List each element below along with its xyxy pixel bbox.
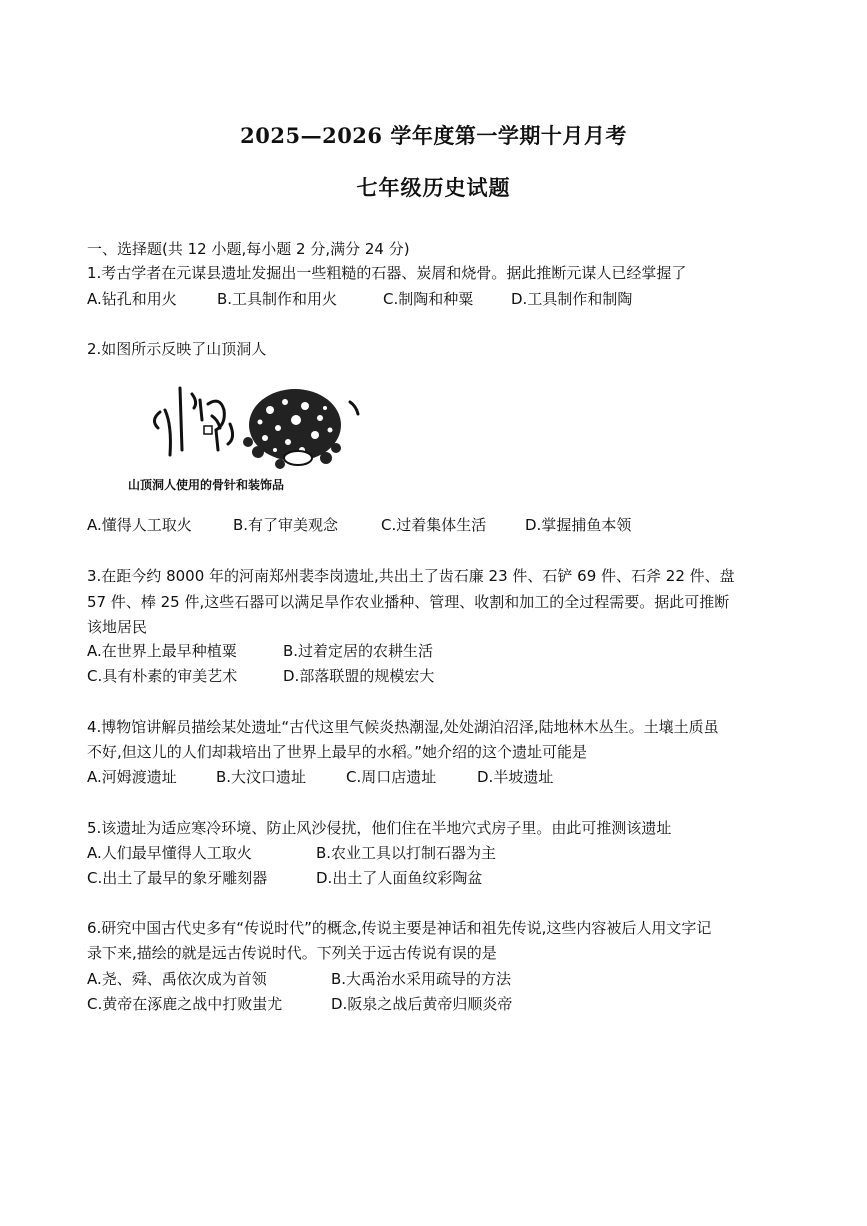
option-a[interactable]: A.河姆渡遗址 <box>87 768 177 786</box>
question-6-stem-line-2: 录下来,描绘的就是远古传说时代。下列关于远古传说有误的是 <box>87 944 497 962</box>
option-a[interactable]: A.懂得人工取火 <box>87 516 192 534</box>
option-b[interactable]: B.过着定居的农耕生活 <box>283 642 434 660</box>
question-3-stem-line-2: 57 件、棒 25 件,这些石器可以满足旱作农业播种、管理、收割和加工的全过程需要。据此可推断 <box>87 593 730 611</box>
option-c[interactable]: C.周口店遗址 <box>346 768 437 786</box>
option-a[interactable]: A.尧、舜、禹依次成为首领 <box>87 970 267 988</box>
option-d[interactable]: D.掌握捕鱼本领 <box>525 516 632 534</box>
option-c[interactable]: C.出土了最早的象牙雕刻器 <box>87 869 268 887</box>
option-a[interactable]: A.钻孔和用火 <box>87 290 177 308</box>
question-6-stem-line-1: 6.研究中国古代史多有“传说时代”的概念,传说主要是神话和祖先传说,这些内容被后人用文字记 <box>87 919 712 937</box>
bone-needle-ornaments-figure <box>120 380 360 490</box>
option-c[interactable]: C.具有朴素的审美艺术 <box>87 667 238 685</box>
question-1-stem: 1.考古学者在元谋县遗址发掘出一些粗糙的石器、炭屑和烧骨。据此推断元谋人已经掌握了 <box>87 264 687 282</box>
option-a[interactable]: A.人们最早懂得人工取火 <box>87 844 252 862</box>
question-3-stem-line-3: 该地居民 <box>87 618 148 636</box>
option-b[interactable]: B.工具制作和用火 <box>217 290 338 308</box>
option-a[interactable]: A.在世界上最早种植粟 <box>87 642 237 660</box>
option-b[interactable]: B.大禹治水采用疏导的方法 <box>331 970 512 988</box>
figure-caption: 山顶洞人使用的骨针和装饰品 <box>128 478 285 492</box>
question-3-stem-line-1: 3.在距今约 8000 年的河南郑州裴李岗遗址,共出土了齿石廉 23 件、石铲 69 件、石斧 22 件、盘 <box>87 567 735 585</box>
option-c[interactable]: C.制陶和种粟 <box>383 290 474 308</box>
question-2-stem: 2.如图所示反映了山顶洞人 <box>87 340 267 358</box>
exam-subtitle: 七年级历史试题 <box>356 175 511 200</box>
option-b[interactable]: B.农业工具以打制石器为主 <box>316 844 497 862</box>
option-d[interactable]: D.阪泉之战后黄帝归顺炎帝 <box>331 995 513 1013</box>
option-d[interactable]: D.工具制作和制陶 <box>511 290 633 308</box>
question-5-stem: 5.该遗址为适应寒冷环境、防止风沙侵扰，他们住在半地穴式房子里。由此可推测该遗址 <box>87 819 672 837</box>
option-c[interactable]: C.过着集体生活 <box>381 516 487 534</box>
question-4-stem-line-1: 4.博物馆讲解员描绘某处遗址“古代这里气候炎热潮湿,处处湖泊沼泽,陆地林木丛生。土壤土质虽 <box>87 718 719 736</box>
option-b[interactable]: B.有了审美观念 <box>233 516 339 534</box>
question-4-stem-line-2: 不好,但这儿的人们却栽培出了世界上最早的水稻。”她介绍的这个遗址可能是 <box>87 743 588 761</box>
option-d[interactable]: D.出土了人面鱼纹彩陶盆 <box>316 869 483 887</box>
section-heading: 一、选择题(共 12 小题,每小题 2 分,满分 24 分) <box>87 240 410 258</box>
exam-title: 2025—2026 学年度第一学期十月月考 <box>240 123 627 148</box>
option-d[interactable]: D.半坡遗址 <box>477 768 554 786</box>
option-b[interactable]: B.大汶口遗址 <box>216 768 307 786</box>
option-c[interactable]: C.黄帝在涿鹿之战中打败蚩尤 <box>87 995 283 1013</box>
option-d[interactable]: D.部落联盟的规模宏大 <box>283 667 435 685</box>
